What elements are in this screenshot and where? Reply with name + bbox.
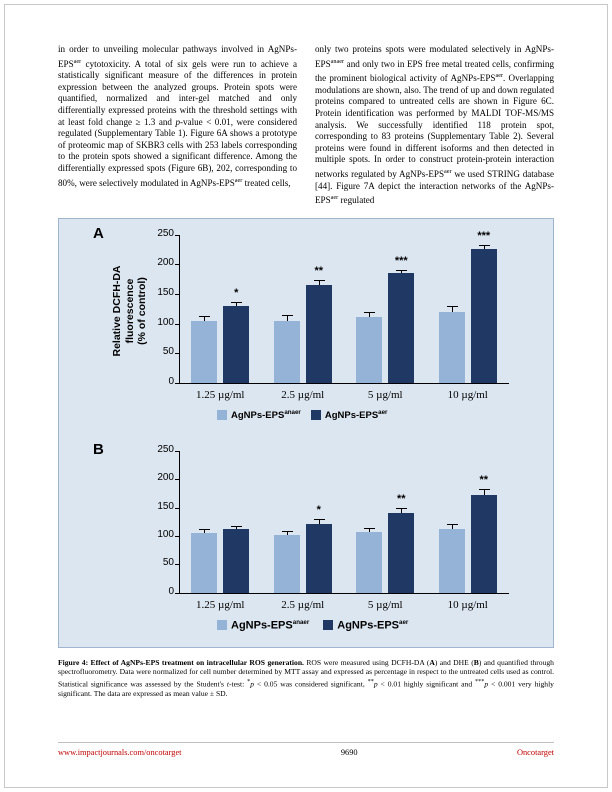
significance-marker: *** [477, 230, 491, 243]
bar-anaer [191, 321, 217, 383]
bar-aer [306, 285, 332, 383]
error-bar-cap [314, 519, 325, 520]
legend-swatch-anaer [217, 620, 227, 630]
error-bar-cap [199, 316, 210, 317]
page-content [58, 44, 554, 699]
x-axis-category-label: 10 µg/ml [447, 388, 488, 401]
error-bar-cap [231, 302, 242, 303]
error-bar-cap [282, 315, 293, 316]
x-axis-category-label: 2.5 µg/ml [281, 388, 325, 401]
y-axis-tick-label: 100 [157, 529, 174, 541]
y-axis-tick-label: 50 [162, 557, 174, 569]
legend-item-aer [311, 409, 388, 421]
x-axis-category-label: 1.25 µg/ml [195, 598, 245, 611]
bar-anaer [356, 532, 382, 593]
error-bar-cap [396, 270, 407, 271]
legend-item-anaer [217, 619, 309, 632]
bar-anaer [274, 535, 300, 593]
y-axis-tick-label: 200 [157, 257, 174, 269]
bar-aer [471, 495, 497, 593]
footer-journal-url[interactable]: www.impactjournals.com/oncotarget [58, 748, 182, 757]
error-bar-cap [314, 280, 325, 281]
body-text-columns [58, 44, 554, 207]
x-axis-category-label: 2.5 µg/ml [281, 598, 325, 611]
bar-anaer [439, 312, 465, 382]
error-bar-cap [282, 531, 293, 532]
bar-aer [388, 273, 414, 383]
bar-aer [223, 529, 249, 593]
right-column [315, 44, 554, 207]
left-column-paragraph: in order to unveiling molecular pathways involved in AgNPs-$EPS^{aer}$ cytotoxicity. A total of six gels were run to achieve a statistically significant measure of the differences in protein expression between the analyzed groups. Protein spots were quantified, normalized and inter-gel matched and only differentially expressed proteins with the threshold settings with at least fold change ≥ 1.3 and p-value < 0.01, were considered regulated (Supplementary Table 1). Figure 6A shows a prototype of proteomic map of SKBR3 cells with 253 labels corresponding to the protein spots showed a significant difference. Among the differentially expressed spots (Figure 6B), 202, corresponding to 80%, were selectively modulated in AgNPs-$EPS^{aer}$ treated cells, [58, 44, 297, 188]
footer-divider [58, 742, 554, 743]
bar-anaer [274, 321, 300, 383]
page-footer [58, 748, 554, 757]
legend-label-aer: AgNPs-$EPS^{aer}$ [324, 408, 388, 421]
significance-marker: ** [479, 474, 489, 487]
error-bar-cap [231, 526, 242, 527]
error-bar-cap [364, 528, 375, 529]
error-bar-cap [479, 489, 490, 490]
bar-aer [306, 524, 332, 593]
bar-aer [223, 306, 249, 383]
bar-anaer [439, 529, 465, 593]
figure-caption: Figure 4: Effect of AgNPs-EPS treatment on intracellular ROS generation. ROS were measured using DCFH-DA (A) and DHE (B) and quantified through spectrofluorometry. Data were normalized for cell number determined by MTT assay and expressed as percentage in respect to the untreated cells used as control. Statistical significance was assessed by the Student's t-test: *p < 0.05 was considered significant, **p < 0.01 highly significant and ***p < 0.001 very highly significant. The data are expressed as mean value ± SD. [58, 657, 554, 699]
y-axis-line [179, 451, 180, 593]
footer-journal-name: Oncotarget [516, 748, 554, 757]
y-axis-tick-label: 0 [168, 375, 174, 387]
y-axis-tick-label: 0 [168, 585, 174, 597]
bar-anaer [191, 533, 217, 593]
legend-item-aer [323, 619, 408, 632]
panel-a-label: A [93, 224, 104, 242]
right-column-paragraph: only two proteins spots were modulated selectively in AgNPs-$EPS^{anaer}$ and only two in EPS free metal treated cells, confirming the prominent biological activity of AgNPs-$EPS^{aer}$. Overlapping modulations are shown, also. The trend of up and down regulated proteins compared to untreated cells are shown in Figure 6C. Protein identification was performed by MALDI TOF-MS/MS analysis. We successfully identified 118 protein spot, corresponding to 83 proteins (Supplementary Table 2). Several proteins were found in different isoforms and then detected in multiple spots. In order to construct protein-protein interaction networks regulated by AgNPs-$EPS^{aer}$ we used STRING database [44]. Figure 7A depict the interaction networks of the AgNPs-$EPS^{aer}$ regulated [315, 44, 554, 206]
legend-swatch-anaer [217, 410, 227, 420]
chart-legend [217, 619, 408, 632]
y-axis-tick-label: 100 [157, 316, 174, 328]
significance-marker: ** [314, 265, 324, 278]
significance-marker: * [234, 287, 239, 300]
significance-marker: * [316, 504, 321, 516]
bar-aer [471, 249, 497, 383]
bar-anaer [356, 317, 382, 383]
x-axis-category-label: 5 µg/ml [367, 388, 403, 401]
legend-swatch-aer [323, 620, 333, 630]
error-bar-cap [447, 306, 458, 307]
x-axis-category-label: 5 µg/ml [367, 598, 403, 611]
bar-aer [388, 513, 414, 593]
error-bar-cap [479, 245, 490, 246]
figure-4 [58, 218, 554, 648]
panel-a-y-axis-title: Relative DCFH-DA fluorescence (% of control) [111, 265, 148, 357]
chart-legend [217, 409, 387, 421]
error-bar-cap [364, 312, 375, 313]
error-bar-cap [396, 508, 407, 509]
significance-marker: *** [394, 254, 408, 267]
x-axis-category-label: 1.25 µg/ml [195, 388, 245, 401]
chart-panel-b [59, 441, 555, 645]
panel-a-plot-area [145, 229, 541, 439]
y-axis-tick-label: 200 [157, 472, 174, 484]
y-axis-tick-label: 250 [157, 227, 174, 239]
legend-label-aer: AgNPs-$EPS^{aer}$ [337, 618, 409, 632]
significance-marker: ** [396, 493, 406, 506]
x-axis-line [179, 593, 509, 594]
y-axis-tick-label: 150 [157, 287, 174, 299]
legend-label-anaer: AgNPs-$EPS^{anaer}$ [231, 408, 301, 421]
legend-label-anaer: AgNPs-$EPS^{anaer}$ [231, 618, 310, 632]
footer-page-number: 9690 [340, 748, 358, 757]
legend-swatch-aer [311, 410, 321, 420]
error-bar-cap [447, 524, 458, 525]
panel-b-plot-area [145, 445, 541, 645]
legend-item-anaer [217, 409, 301, 421]
left-column [58, 44, 297, 207]
y-axis-line [179, 235, 180, 383]
x-axis-category-label: 10 µg/ml [447, 598, 488, 611]
y-axis-tick-label: 250 [157, 443, 174, 455]
y-axis-tick-label: 150 [157, 500, 174, 512]
chart-panel-a [59, 223, 555, 439]
x-axis-line [179, 383, 509, 384]
panel-b-label: B [93, 440, 104, 458]
error-bar-cap [199, 529, 210, 530]
y-axis-tick-label: 50 [162, 346, 174, 358]
